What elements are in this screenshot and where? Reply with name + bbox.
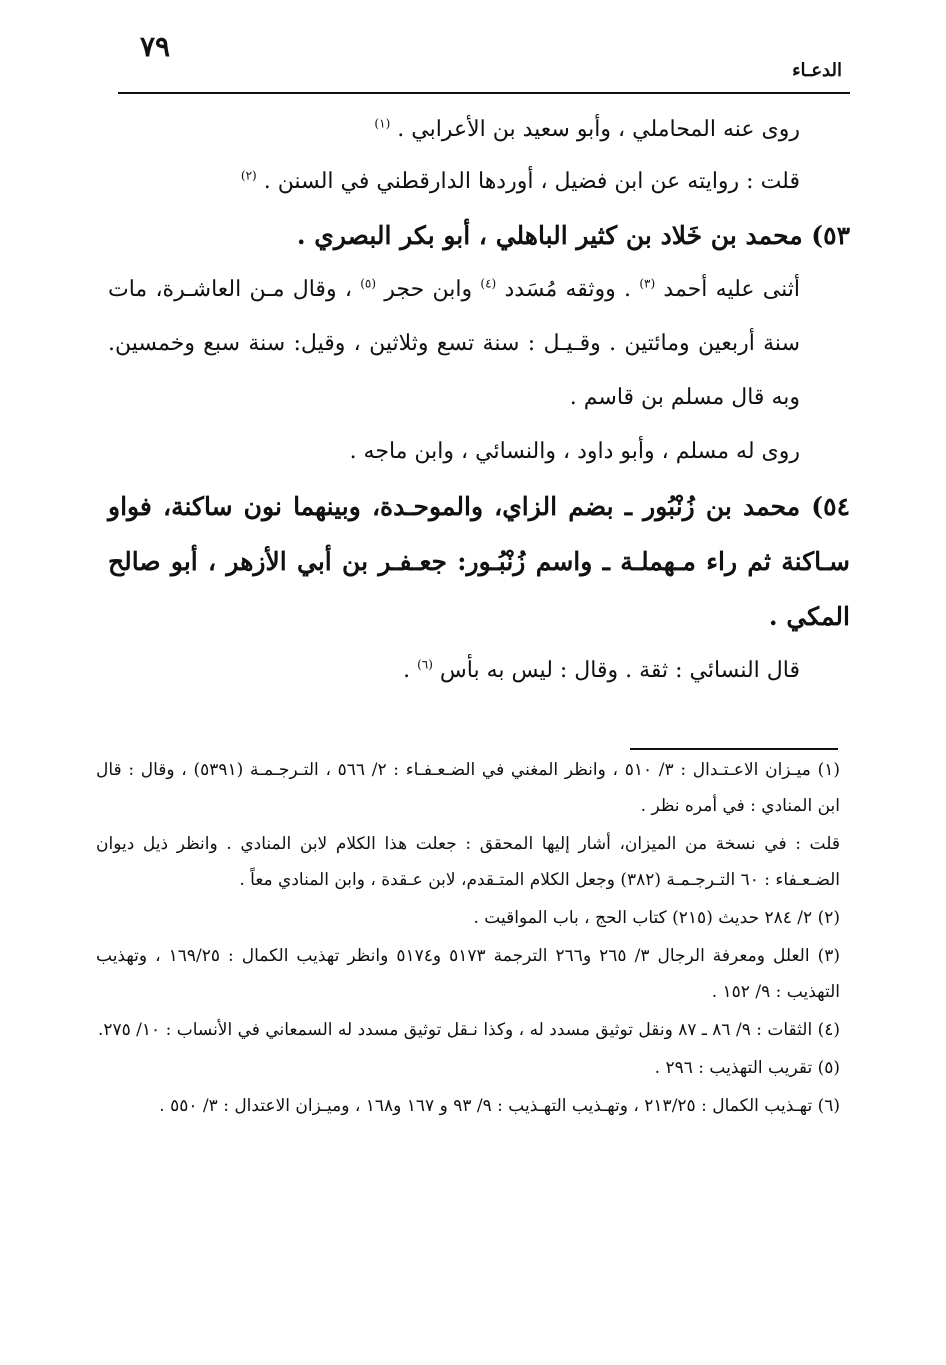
- footnote-4: (٤) الثقات : ٩/ ٨٦ ـ ٨٧ ونقل توثيق مسدد له ، وكذا نـقل توثيق مسدد له السمعاني في الأنساب : ١٠/ ٢٧٥.: [97, 1020, 840, 1040]
- footnote-separator: [630, 748, 838, 750]
- paragraph-praise: [108, 263, 850, 425]
- footnote-1: (١) ميـزان الاعـتـدال : ٣/ ٥١٠ ، وانظر المغني في الضـعـفـاء : ٢/ ٥٦٦ ، التـرجـمـة (٥٣٩١) ، وقال : قال ابن المنادي : في أمره نظر .: [96, 760, 840, 816]
- header-rule: [118, 92, 850, 94]
- paragraph-nasai: [108, 644, 850, 698]
- main-text: [108, 104, 850, 698]
- page-number: ٧٩: [140, 30, 171, 63]
- footnote-ref: (٥): [360, 276, 377, 291]
- footnote-5: (٥) تقريب التهذيب : ٢٩٦ .: [654, 1058, 840, 1078]
- footnote-ref: (٦): [417, 657, 433, 672]
- paragraph-text: قال النسائي : ثقة . وقال : ليس به بأس: [439, 658, 800, 683]
- footnote-1-note: قلت : في نسخة من الميزان، أشار إليها المحقق : جعلت هذا الكلام لابن المنادي . وانظر ذيل ديوان الضـعـفاء : ٦٠ التـرجـمـة (٣٨٢) وجعل الكلام المتـقدم، لابن عـقدة ، وابن المنادي معاً .: [96, 834, 840, 890]
- paragraph-narrated-by: روى له مسلم ، وأبو داود ، والنسائي ، وابن ماجه .: [349, 439, 800, 464]
- paragraph-narrators: [108, 104, 850, 156]
- paragraph-text: أثنى عليه أحمد: [663, 277, 800, 302]
- paragraph-text: قلت : روايته عن ابن فضيل ، أوردها الدارقطني في السنن .: [263, 169, 800, 194]
- footnote-2: (٢) ٢/ ٢٨٤ حديث (٢١٥) كتاب الحج ، باب المواقيت .: [473, 908, 840, 928]
- footnote-ref: (٣): [639, 276, 656, 291]
- paragraph-note: [108, 156, 850, 208]
- footnote-ref: (٢): [240, 168, 257, 183]
- paragraph-text: ، وقال مـن العاشـرة، مات سنة أربعين ومائتين . وقـيـل : سنة تسع وثلاثين ، وقيل: سنة سبع وخمسين. وبه قال مسلم بن قاسم .: [108, 277, 800, 410]
- entry-heading-53: ٥٣) محمد بن خَلاد بن كثير الباهلي ، أبو بكر البصري .: [296, 221, 850, 250]
- footnote-ref: (١): [374, 116, 391, 131]
- running-title: الدعـاء: [792, 60, 842, 81]
- footnote-6: (٦) تهـذيب الكمال : ٢١٣/٢٥ ، وتهـذيب التهـذيب : ٩/ ٩٣ و ١٦٧ و١٦٨ ، وميـزان الاعتدال : ٣/ ٥٥٠ .: [159, 1096, 840, 1116]
- paragraph-text: روى عنه المحاملي ، وأبو سعيد بن الأعرابي .: [397, 117, 800, 142]
- paragraph-text: . ووثقه مُسَدد: [504, 277, 632, 302]
- footnotes: [96, 752, 840, 1126]
- paragraph-text: وابن حجر: [384, 277, 473, 302]
- paragraph-text: .: [403, 658, 411, 683]
- footnote-3: (٣) العلل ومعرفة الرجال ٣/ ٢٦٥ و٢٦٦ الترجمة ٥١٧٣ و٥١٧٤ وانظر تهذيب الكمال : ١٦٩/٢٥ ، وتهذيب التهذيب : ٩/ ١٥٢ .: [96, 946, 840, 1002]
- entry-heading-54: ٥٤) محمد بن زُنْبُور ـ بضم الزاي، والموحـدة، وبينهما نون ساكنة، فواو سـاكنة ثم راء مـهملـة ـ واسم زُنْبُـور: جعـفـر بن أبي الأزهر ، أبو صالح المكي .: [108, 492, 850, 631]
- footnote-ref: (٤): [480, 276, 497, 291]
